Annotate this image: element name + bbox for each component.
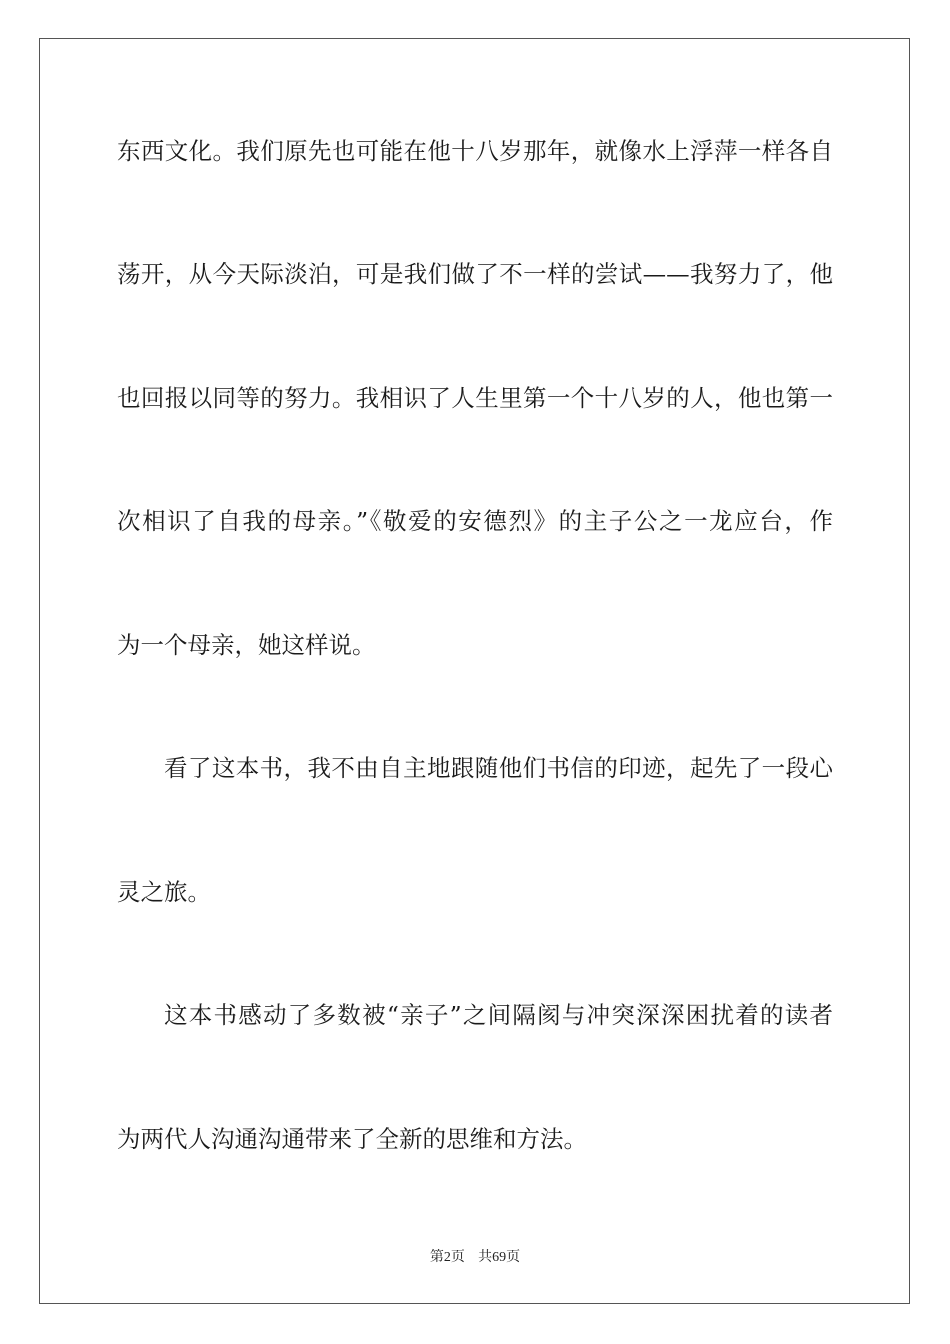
footer-total-pages: 69 xyxy=(492,1250,507,1265)
text-line: 次相识了自我的母亲。”《敬爱的安德烈》的主子公之一龙应台，作 xyxy=(117,507,833,535)
text-line: 为一个母亲，她这样说。 xyxy=(117,631,376,659)
footer-total-suffix: 页 xyxy=(506,1249,521,1265)
text-line: 这本书感动了多数被“亲子”之间隔阂与冲突深深困扰着的读者 xyxy=(164,1001,833,1029)
footer-total-prefix: 共 xyxy=(478,1249,493,1265)
text-line: 荡开，从今天际淡泊，可是我们做了不一样的尝试——我努力了，他 xyxy=(117,260,833,288)
text-line: 也回报以同等的努力。我相识了人生里第一个十八岁的人，他也第一 xyxy=(117,384,833,412)
footer-prefix: 第 xyxy=(429,1249,444,1265)
page-footer xyxy=(0,1246,950,1266)
text-line: 东西文化。我们原先也可能在他十八岁那年，就像水上浮萍一样各自 xyxy=(117,137,833,165)
footer-page-number: 2 xyxy=(443,1250,451,1265)
footer-page-suffix: 页 xyxy=(450,1249,465,1265)
page-border xyxy=(39,38,910,1304)
text-line: 为两代人沟通沟通带来了全新的思维和方法。 xyxy=(117,1125,587,1153)
text-line: 灵之旅。 xyxy=(117,878,211,906)
text-line: 看了这本书，我不由自主地跟随他们书信的印迹，起先了一段心 xyxy=(164,754,833,782)
